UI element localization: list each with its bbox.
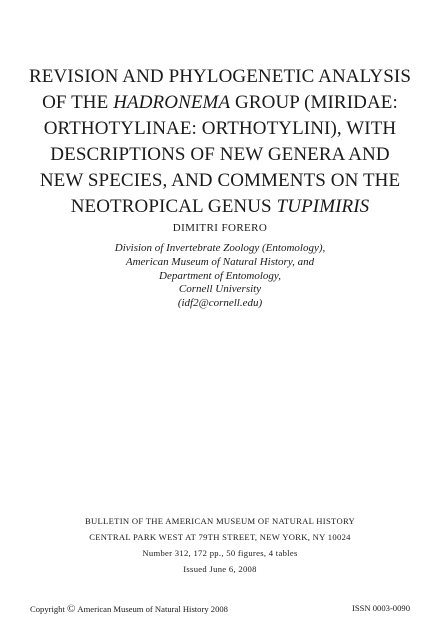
title-line-6-prefix: NEOTROPICAL GENUS	[70, 196, 277, 217]
author-name: DIMITRI FORERO	[172, 222, 268, 234]
copyright-text: American Museum of Natural History 2008	[77, 604, 228, 614]
genus-name-hadronema: HADRONEMA	[113, 92, 231, 113]
title-line-4: DESCRIPTIONS OF NEW GENERA AND	[50, 144, 390, 165]
author-affiliation	[20, 242, 420, 311]
title-line-2	[20, 90, 420, 116]
affiliation-line: Division of Invertebrate Zoology (Entomology),	[114, 242, 326, 254]
title-line-5: NEW SPECIES, AND COMMENTS ON THE	[39, 170, 401, 191]
title-line-2-prefix: OF THE	[42, 92, 114, 113]
author-email: (idf2@cornell.edu)	[177, 297, 263, 310]
title-line-3: ORTHOTYLINAE: ORTHOTYLINI), WITH	[43, 118, 397, 139]
museum-address: CENTRAL PARK WEST AT 79TH STREET, NEW YORK, NY 10024	[89, 532, 351, 542]
copyright-prefix: Copyright	[30, 604, 65, 614]
affiliation-line: Cornell University	[178, 283, 262, 296]
issn-number: ISSN 0003-0090	[351, 603, 410, 613]
title-line-2-suffix: GROUP (MIRIDAE:	[230, 92, 398, 113]
genus-name-tupimiris: TUPIMIRIS	[276, 196, 370, 217]
copyright-notice	[30, 603, 228, 615]
bulletin-info	[20, 513, 420, 577]
copyright-icon: ©	[67, 603, 76, 615]
paper-title	[20, 64, 420, 220]
title-line-6	[20, 194, 420, 220]
affiliation-line: American Museum of Natural History, and	[125, 255, 315, 268]
title-line-1: REVISION AND PHYLOGENETIC ANALYSIS	[28, 66, 412, 87]
affiliation-line: Department of Entomology,	[159, 269, 281, 282]
issue-date: Issued June 6, 2008	[183, 564, 257, 574]
issue-number: Number 312, 172 pp., 50 figures, 4 tables	[142, 548, 298, 558]
journal-name: BULLETIN OF THE AMERICAN MUSEUM OF NATURAL HISTORY	[84, 516, 356, 526]
